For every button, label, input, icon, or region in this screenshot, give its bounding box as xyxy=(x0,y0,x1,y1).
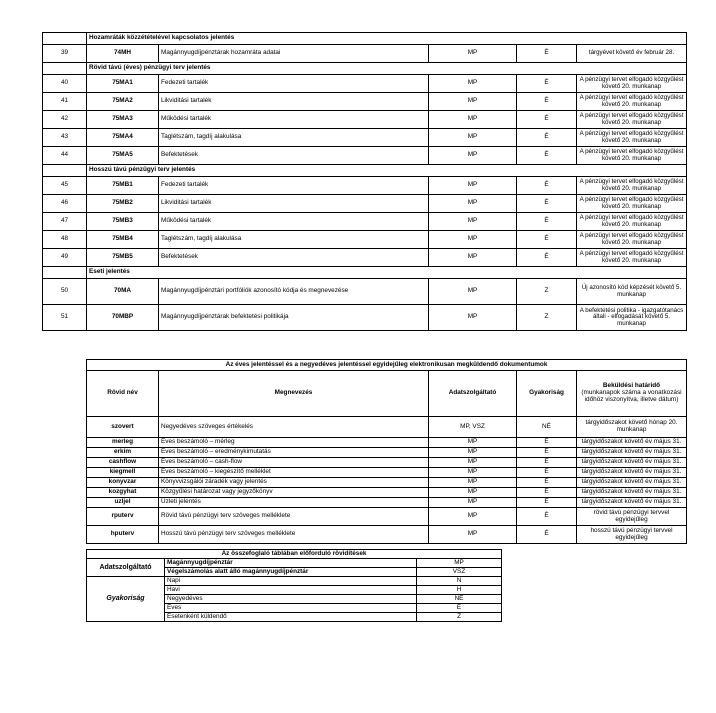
document-short-name: kozgyhat xyxy=(87,488,159,498)
report-provider: MP xyxy=(429,111,517,129)
row-number: 42 xyxy=(43,111,87,129)
row-number: 51 xyxy=(43,305,87,331)
row-number: 39 xyxy=(43,45,87,63)
abbreviation-code: É xyxy=(417,604,502,613)
abbreviation-name: Éves xyxy=(165,604,417,613)
report-frequency: É xyxy=(517,93,577,111)
reports-table xyxy=(42,32,687,331)
report-code: 75MB4 xyxy=(87,231,159,249)
abbreviation-name: Napi xyxy=(165,577,417,586)
section-header-row xyxy=(43,33,687,45)
report-name: Befektetések xyxy=(159,147,429,165)
document-short-name: szovert xyxy=(87,417,159,438)
document-provider: MP xyxy=(429,478,517,488)
section-spacer xyxy=(43,267,87,279)
report-frequency: É xyxy=(517,213,577,231)
report-provider: MP xyxy=(429,177,517,195)
report-provider: MP xyxy=(429,305,517,331)
report-provider: MP xyxy=(429,279,517,305)
report-due: A pénzügyi tervet elfogadó közgyűlést követő 20. munkanap xyxy=(577,195,687,213)
report-row xyxy=(43,45,687,63)
document-short-name: cashflow xyxy=(87,458,159,468)
document-provider: MP xyxy=(429,438,517,448)
document-row xyxy=(87,468,687,478)
abbreviations-table xyxy=(86,549,502,622)
report-row xyxy=(43,147,687,165)
document-row xyxy=(87,526,687,544)
report-due: Új azonosító kód képzését követő 5. munkanap xyxy=(577,279,687,305)
report-provider: MP xyxy=(429,147,517,165)
document-row xyxy=(87,448,687,458)
document-short-name: konyvzar xyxy=(87,478,159,488)
abbreviation-name: Negyedéves xyxy=(165,595,417,604)
document-short-name: erkim xyxy=(87,448,159,458)
section-title: Rövid távú (éves) pénzügyi terv jelentés xyxy=(87,63,687,75)
row-number: 47 xyxy=(43,213,87,231)
provider-abbreviation-row xyxy=(87,559,502,568)
report-name: Befektetések xyxy=(159,249,429,267)
report-name: Működési tartalék xyxy=(159,111,429,129)
header-name: Megnevezés xyxy=(159,371,429,417)
header-due-subtitle: (munkanapok száma a vonatkozási időhöz viszonyítva, illetve dátum) xyxy=(581,389,682,403)
abbreviation-code: VSZ xyxy=(417,568,502,577)
report-due: A pénzügyi tervet elfogadó közgyűlést követő 20. munkanap xyxy=(577,93,687,111)
report-code: 70MA xyxy=(87,279,159,305)
section-header-row xyxy=(43,267,687,279)
report-due: A pénzügyi tervet elfogadó közgyűlést követő 20. munkanap xyxy=(577,147,687,165)
section-title: Eseti jelentés xyxy=(87,267,687,279)
provider-group-label: Adatszolgáltató xyxy=(87,559,165,577)
row-number: 40 xyxy=(43,75,87,93)
abbreviation-code: Z xyxy=(417,613,502,622)
document-frequency: É xyxy=(517,458,577,468)
report-name: Taglétszám, tagdíj alakulása xyxy=(159,231,429,249)
document-due: tárgyidőszakot követő év május 31. xyxy=(577,438,687,448)
report-frequency: É xyxy=(517,249,577,267)
report-row xyxy=(43,111,687,129)
report-due: A pénzügyi tervet elfogadó közgyűlést követő 20. munkanap xyxy=(577,231,687,249)
document-name: Rövid távú pénzügyi terv szöveges melléklete xyxy=(159,508,429,526)
report-frequency: É xyxy=(517,45,577,63)
document-provider: MP xyxy=(429,526,517,544)
report-code: 70MBP xyxy=(87,305,159,331)
document-name: Negyedéves szöveges értékelés xyxy=(159,417,429,438)
report-row xyxy=(43,93,687,111)
report-code: 75MB1 xyxy=(87,177,159,195)
document-due: tárgyidőszakot követő hónap 20. munkanap xyxy=(577,417,687,438)
document-short-name: uzljel xyxy=(87,498,159,508)
document-frequency: É xyxy=(517,478,577,488)
report-name: Fedezeti tartalék xyxy=(159,177,429,195)
report-provider: MP xyxy=(429,45,517,63)
document-frequency: É xyxy=(517,448,577,458)
header-due-title: Beküldési határidő xyxy=(602,382,661,390)
report-code: 75MA4 xyxy=(87,129,159,147)
document-due: tárgyidőszakot követő év május 31. xyxy=(577,488,687,498)
document-provider: MP xyxy=(429,508,517,526)
report-name: Likviditási tartalék xyxy=(159,93,429,111)
report-name: Likviditási tartalék xyxy=(159,195,429,213)
report-row xyxy=(43,75,687,93)
document-row xyxy=(87,478,687,488)
frequency-group-label: Gyakoriság xyxy=(87,577,165,622)
document-frequency: NÉ xyxy=(517,417,577,438)
document-row xyxy=(87,438,687,448)
document-provider: MP xyxy=(429,458,517,468)
report-name: Fedezeti tartalék xyxy=(159,75,429,93)
report-row xyxy=(43,213,687,231)
document-name: Éves beszámoló – eredménykimutatás xyxy=(159,448,429,458)
report-code: 75MB3 xyxy=(87,213,159,231)
row-number: 44 xyxy=(43,147,87,165)
frequency-abbreviation-row xyxy=(87,577,502,586)
report-name: Magánnyugdíjpénztári portfóliók azonosító kódja és megnevezése xyxy=(159,279,429,305)
report-row xyxy=(43,231,687,249)
header-due xyxy=(577,371,687,417)
row-number: 46 xyxy=(43,195,87,213)
report-name: Magánnyugdíjpénztárak hozamráta adatai xyxy=(159,45,429,63)
header-frequency: Gyakoriság xyxy=(517,371,577,417)
report-due: A pénzügyi tervet elfogadó közgyűlést követő 20. munkanap xyxy=(577,249,687,267)
document-name: Éves beszámoló – kiegészítő melléklet xyxy=(159,468,429,478)
report-row xyxy=(43,279,687,305)
report-row xyxy=(43,129,687,147)
document-provider: MP xyxy=(429,468,517,478)
abbreviation-name: Végelszámolás alatt álló magánnyugdíjpénztár xyxy=(165,568,417,577)
header-provider: Adatszolgáltató xyxy=(429,371,517,417)
document-due: tárgyidőszakot követő év május 31. xyxy=(577,498,687,508)
report-row xyxy=(43,177,687,195)
section-header-row xyxy=(43,63,687,75)
report-frequency: É xyxy=(517,75,577,93)
document-name: Éves beszámoló – mérleg xyxy=(159,438,429,448)
document-provider: MP xyxy=(429,498,517,508)
report-due: A pénzügyi tervet elfogadó közgyűlést követő 20. munkanap xyxy=(577,213,687,231)
report-code: 75MB5 xyxy=(87,249,159,267)
report-row xyxy=(43,249,687,267)
report-code: 75MA5 xyxy=(87,147,159,165)
document-row xyxy=(87,458,687,468)
row-number: 48 xyxy=(43,231,87,249)
report-provider: MP xyxy=(429,213,517,231)
report-name: Magánnyugdíjpénztárak befektetési politikája xyxy=(159,305,429,331)
report-provider: MP xyxy=(429,195,517,213)
report-code: 75MA1 xyxy=(87,75,159,93)
report-name: Taglétszám, tagdíj alakulása xyxy=(159,129,429,147)
document-frequency: É xyxy=(517,438,577,448)
document-name: Hosszú távú pénzügyi terv szöveges melléklete xyxy=(159,526,429,544)
report-due: A befektetési politika - igazgatótanács általi - elfogadását követő 5. munkanap xyxy=(577,305,687,331)
report-frequency: É xyxy=(517,177,577,195)
document-provider: MP xyxy=(429,448,517,458)
document-due: tárgyidőszakot követő év május 31. xyxy=(577,478,687,488)
document-short-name: kiegmell xyxy=(87,468,159,478)
document-frequency: É xyxy=(517,526,577,544)
document-due: tárgyidőszakot követő év május 31. xyxy=(577,468,687,478)
report-provider: MP xyxy=(429,93,517,111)
report-frequency: É xyxy=(517,111,577,129)
abbreviation-code: N xyxy=(417,577,502,586)
document-short-name: merleg xyxy=(87,438,159,448)
section-title: Hozamráták közzétételével kapcsolatos jelentés xyxy=(87,33,687,45)
abbreviation-name: Havi xyxy=(165,586,417,595)
document-name: Éves beszámoló – cash-flow xyxy=(159,458,429,468)
document-row xyxy=(87,417,687,438)
abbreviations-title: Az összefoglaló táblában előforduló rövidítések xyxy=(87,550,502,559)
report-due: A pénzügyi tervet elfogadó közgyűlést követő 20. munkanap xyxy=(577,111,687,129)
section-spacer xyxy=(43,63,87,75)
document-provider: MP, VSZ xyxy=(429,417,517,438)
row-number: 41 xyxy=(43,93,87,111)
document-row xyxy=(87,498,687,508)
report-frequency: É xyxy=(517,195,577,213)
section-spacer xyxy=(43,33,87,45)
document-frequency: É xyxy=(517,498,577,508)
report-provider: MP xyxy=(429,231,517,249)
document-name: Üzleti jelentés xyxy=(159,498,429,508)
report-code: 75MB2 xyxy=(87,195,159,213)
report-due: A pénzügyi tervet elfogadó közgyűlést követő 20. munkanap xyxy=(577,129,687,147)
report-code: 74MH xyxy=(87,45,159,63)
report-name: Működési tartalék xyxy=(159,213,429,231)
report-code: 75MA3 xyxy=(87,111,159,129)
report-frequency: Z xyxy=(517,305,577,331)
document-row xyxy=(87,488,687,498)
report-due: A pénzügyi tervet elfogadó közgyűlést követő 20. munkanap xyxy=(577,75,687,93)
document-name: Közgyűlési határozat vagy jegyzőkönyv xyxy=(159,488,429,498)
abbreviation-name: Magánnyugdíjpénztár xyxy=(165,559,417,568)
report-frequency: É xyxy=(517,231,577,249)
row-number: 50 xyxy=(43,279,87,305)
report-frequency: É xyxy=(517,129,577,147)
abbreviation-code: H xyxy=(417,586,502,595)
report-due: A pénzügyi tervet elfogadó közgyűlést követő 20. munkanap xyxy=(577,177,687,195)
document-short-name: rputerv xyxy=(87,508,159,526)
abbreviation-name: Esetenként küldendő xyxy=(165,613,417,622)
report-provider: MP xyxy=(429,75,517,93)
section-spacer xyxy=(43,165,87,177)
report-frequency: Z xyxy=(517,279,577,305)
document-frequency: É xyxy=(517,508,577,526)
documents-title: Az éves jelentéssel és a negyedéves jelentéssel egyidejűleg elektronikusan megküldendő dokumentumok xyxy=(87,360,687,371)
report-row xyxy=(43,195,687,213)
document-due: tárgyidőszakot követő év május 31. xyxy=(577,458,687,468)
document-row xyxy=(87,508,687,526)
abbreviation-code: MP xyxy=(417,559,502,568)
row-number: 43 xyxy=(43,129,87,147)
section-header-row xyxy=(43,165,687,177)
section-title: Hosszú távú pénzügyi terv jelentés xyxy=(87,165,687,177)
row-number: 45 xyxy=(43,177,87,195)
report-code: 75MA2 xyxy=(87,93,159,111)
document-provider: MP xyxy=(429,488,517,498)
document-name: Könyvvizsgálói záradék vagy jelentés xyxy=(159,478,429,488)
document-frequency: É xyxy=(517,468,577,478)
report-due: tárgyévet követő év február 28. xyxy=(577,45,687,63)
document-due: hosszú távú pénzügyi tervvel egyidejűleg xyxy=(577,526,687,544)
header-short-name: Rövid név xyxy=(87,371,159,417)
report-provider: MP xyxy=(429,249,517,267)
document-due: tárgyidőszakot követő év május 31. xyxy=(577,448,687,458)
abbreviation-code: NÉ xyxy=(417,595,502,604)
report-row xyxy=(43,305,687,331)
document-short-name: hputerv xyxy=(87,526,159,544)
document-due: rövid távú pénzügyi tervvel egyidejűleg xyxy=(577,508,687,526)
document-frequency: É xyxy=(517,488,577,498)
documents-table xyxy=(86,359,687,544)
report-provider: MP xyxy=(429,129,517,147)
report-frequency: É xyxy=(517,147,577,165)
row-number: 49 xyxy=(43,249,87,267)
